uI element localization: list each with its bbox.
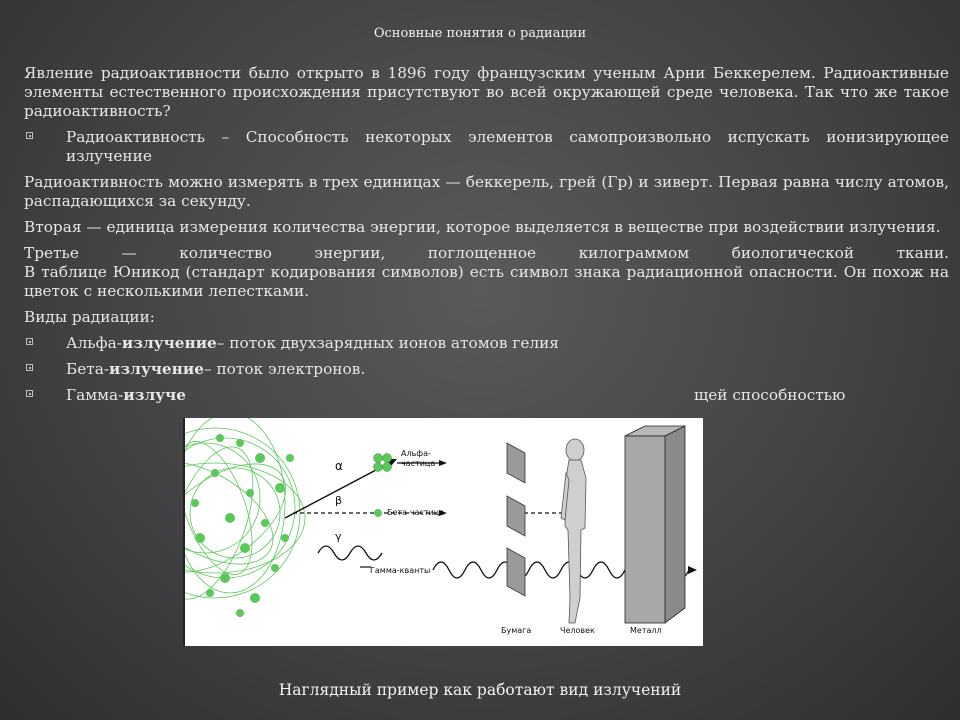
gamma-symbol: γ — [335, 530, 342, 543]
gamma-wave-start — [318, 546, 382, 560]
types-heading: Виды радиации: — [24, 308, 155, 326]
alpha-head-2 — [439, 460, 447, 466]
gamma-tail: щей способностью — [694, 386, 846, 404]
third-unit-paragraph: Третье — количество энергии, поглощенное килограммом биологической ткани. — [24, 244, 949, 262]
square-bullet-icon — [26, 390, 33, 397]
beta-rest: – поток электронов. — [203, 360, 366, 378]
alpha-symbol: α — [335, 459, 343, 473]
radiation-diagram — [185, 418, 703, 646]
radioactive-source — [185, 418, 305, 610]
figure-caption: Наглядный пример как работают вид излучений — [278, 681, 682, 699]
metal-barrier — [625, 426, 685, 623]
slide-body — [24, 64, 949, 412]
intro-paragraph: Явление радиоактивности было открыто в 1896 году французским ученым Арни Беккерелем. Радиоактивные элементы естественного происхождения присутствуют во всей окружающей среде человека. Так что же такое радиоактивность? — [24, 64, 949, 120]
paper-label: Бумага — [501, 626, 532, 635]
beta-bullet — [24, 360, 949, 379]
gamma-prefix: Гамма- — [66, 386, 124, 404]
gamma-arrowhead — [688, 566, 697, 574]
human-figure — [561, 439, 586, 623]
gamma-bullet — [24, 386, 949, 405]
definition-text: Радиоактивность – Способность некоторых элементов самопроизвольно испускать ионизирующее излучение — [66, 128, 949, 165]
alpha-bold: излучение — [121, 334, 217, 352]
gamma-bold: излуче — [123, 386, 186, 404]
alpha-label-line1: Альфа- — [401, 449, 431, 458]
beta-bold: излучение — [109, 360, 204, 378]
radiation-penetration-figure — [183, 418, 703, 646]
paper-barrier — [507, 443, 525, 596]
beta-symbol: β — [335, 494, 343, 507]
units-paragraph: Радиоактивность можно измерять в трех единицах — беккерель, грей (Гр) и зиверт. Первая равна числу атомов, распадающихся за секунду. — [24, 173, 949, 210]
beta-prefix: Бета- — [66, 360, 110, 378]
definition-bullet — [24, 128, 949, 166]
square-bullet-icon — [26, 132, 33, 139]
slide-title: Основные понятия о радиации — [373, 26, 587, 41]
alpha-bullet — [24, 334, 949, 353]
alpha-label-line2: частица — [401, 459, 436, 468]
beta-particle-icon — [374, 509, 382, 517]
second-unit-paragraph: Вторая — единица измерения количества энергии, которое выделяется в веществе при воздействии излучения. — [24, 218, 941, 236]
alpha-rest: – поток двухзарядных ионов атомов гелия — [216, 334, 559, 352]
unicode-paragraph: В таблице Юникод (стандарт кодирования символов) есть символ знака радиационной опасности. Он похож на цветок с несколькими лепестками. — [24, 263, 949, 300]
beta-label: Бета-частица — [387, 508, 445, 517]
alpha-prefix: Альфа- — [66, 334, 122, 352]
square-bullet-icon — [26, 338, 33, 345]
metal-label: Металл — [630, 626, 662, 635]
gamma-label: Гамма-кванты — [370, 566, 431, 575]
square-bullet-icon — [26, 364, 33, 371]
person-label: Человек — [560, 626, 595, 635]
